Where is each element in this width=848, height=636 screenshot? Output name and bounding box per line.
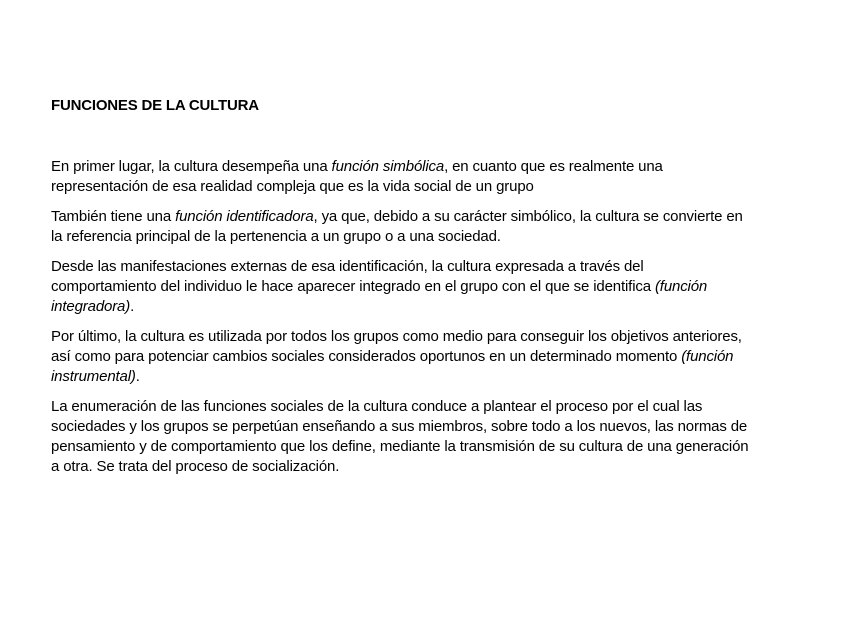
paragraph-text: . [135,368,140,385]
document-title: FUNCIONES DE LA CULTURA [51,97,259,114]
paragraph-text: La enumeración de las funciones sociales de la cultura conduce a plantear el proceso por el cual las sociedades y los grupos se perpetúan enseñando a sus miembros, sobre todo a los nuevos, las normas de pensamiento y de comportamiento que los define, mediante la transmisión de su cultura de una generación a otra. Se trata del proceso de socialización. [51,398,749,475]
paragraph-emphasis: función simbólica [331,158,445,175]
paragraph-emphasis: (función integradora) [51,278,708,315]
paragraph-text: . [130,298,135,315]
paragraph-funcion-simbolica [51,157,751,197]
paragraph-text: Desde las manifestaciones externas de esa identificación, la cultura expresada a través del comportamiento del individuo le hace aparecer integrado en el grupo con el que se identifica [51,258,655,295]
paragraph-text: Por último, la cultura es utilizada por todos los grupos como medio para conseguir los objetivos anteriores, así como para potenciar cambios sociales considerados oportunos en un determinado momento [51,328,742,365]
paragraph-funcion-identificadora [51,207,751,247]
paragraph-text: En primer lugar, la cultura desempeña una [51,158,332,175]
paragraph-emphasis: (función instrumental) [51,348,734,385]
document-body [51,157,751,487]
paragraph-socializacion [51,397,751,477]
paragraph-text: , ya que, debido a su carácter simbólico, la cultura se convierte en la referencia principal de la pertenencia a un grupo o a una sociedad. [51,208,743,245]
paragraph-funcion-instrumental [51,327,751,387]
paragraph-funcion-integradora [51,257,751,317]
paragraph-emphasis: función identificadora [175,208,314,225]
paragraph-text: También tiene una [51,208,176,225]
paragraph-text: , en cuanto que es realmente una representación de esa realidad compleja que es la vida social de un grupo [51,158,663,195]
